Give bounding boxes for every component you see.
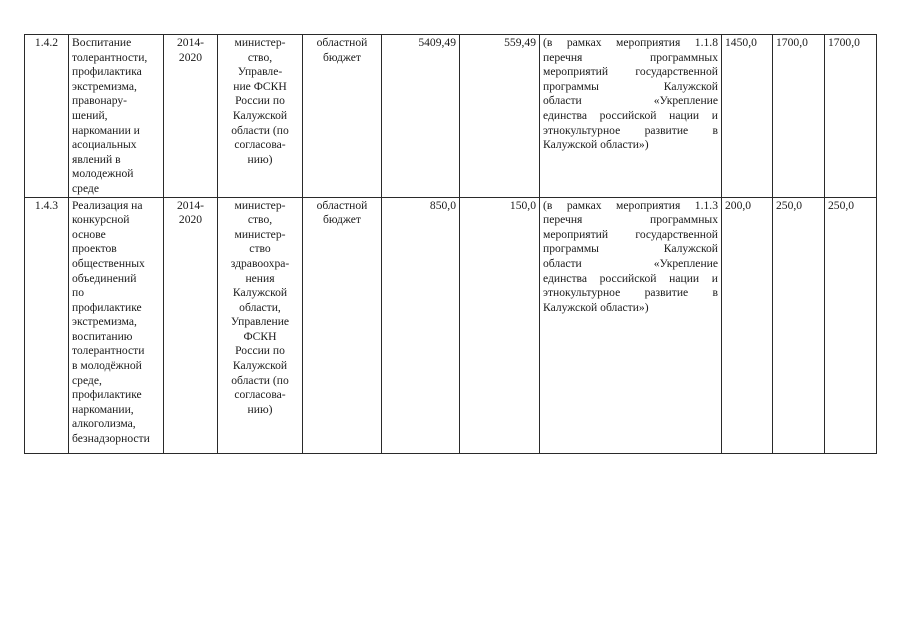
cell-line: правонару- [72, 94, 127, 108]
cell-line: Реализация на [72, 198, 143, 212]
cell-line: мероприятий государственной [543, 65, 718, 79]
cell-line: области (по [231, 123, 289, 137]
cell-line: нию) [247, 402, 273, 416]
executor [218, 197, 303, 453]
cell-line: этнокультурное развитие в [543, 123, 718, 137]
cell-line: области, [239, 300, 281, 314]
total-amount: 5409,49 [382, 35, 460, 198]
cell-line: наркомании и [72, 123, 140, 137]
cell-line: согласова- [234, 388, 286, 402]
cell-line: алкоголизма, [72, 417, 136, 431]
cell-line: явлений в [72, 152, 121, 166]
cell-line: Калужской [232, 108, 288, 122]
cell-line: профилактике [72, 388, 142, 402]
cell-line: толерантности, [72, 50, 148, 64]
cell-line: перечня программных [543, 50, 718, 64]
total-amount: 850,0 [382, 197, 460, 453]
cell-line: областной [316, 198, 368, 212]
cell-line: нию) [247, 152, 273, 166]
cell-line: министер- [234, 198, 286, 212]
cell-line: Калужской области») [543, 138, 649, 152]
amount-2017: 1700,0 [825, 35, 877, 198]
cell-line: Управление [230, 315, 290, 329]
cell-line: толерантности [72, 344, 145, 358]
cell-line: области (по [231, 373, 289, 387]
amount-2015: 200,0 [722, 197, 773, 453]
cell-line: Управле- [237, 65, 283, 79]
cell-line: безнадзорности [72, 432, 150, 446]
cell-line: мероприятий государственной [543, 227, 718, 241]
cell-line: профилактика [72, 65, 142, 79]
cell-line: асоциальных [72, 138, 137, 152]
cell-line: экстремизма, [72, 79, 137, 93]
cell-line: бюджет [323, 213, 361, 227]
amount-2017: 250,0 [825, 197, 877, 453]
amount-2014: 559,49 [460, 35, 540, 198]
cell-line: общественных [72, 256, 145, 270]
note [540, 197, 722, 453]
funding-source [303, 197, 382, 453]
cell-line: ние ФСКН [233, 79, 287, 93]
cell-line: в молодёжной [72, 359, 142, 373]
cell-line: бюджет [323, 50, 361, 64]
cell-line: программы Калужской [543, 242, 718, 256]
cell-line: Воспитание [72, 36, 132, 49]
cell-line: ФСКН [243, 329, 277, 343]
cell-line: экстремизма, [72, 315, 137, 329]
cell-line: 2014- [176, 198, 205, 212]
cell-line: России по [235, 94, 285, 108]
cell-line: области «Укрепление [543, 256, 718, 270]
program-table [24, 34, 877, 454]
cell-line: здравоохра- [230, 256, 290, 270]
cell-line: 2020 [178, 213, 203, 227]
cell-line: 2014- [176, 36, 205, 49]
cell-line: шений, [72, 108, 108, 122]
cell-line: ство, [247, 50, 273, 64]
period [164, 197, 218, 453]
table-row [25, 197, 877, 453]
cell-line: области «Укрепление [543, 94, 718, 108]
cell-line: основе [72, 227, 106, 241]
cell-line: нения [245, 271, 275, 285]
period [164, 35, 218, 198]
cell-line: программы Калужской [543, 79, 718, 93]
cell-line: Калужской [232, 286, 288, 300]
cell-line: Калужской области») [543, 300, 649, 314]
cell-line: министер- [234, 36, 286, 49]
cell-line: профилактике [72, 300, 142, 314]
cell-line: этнокультурное развитие в [543, 286, 718, 300]
note [540, 35, 722, 198]
measure-name [69, 35, 164, 198]
cell-line: наркомании, [72, 402, 134, 416]
cell-line: среде [72, 181, 99, 195]
cell-line: (в рамках мероприятия 1.1.8 [543, 36, 718, 49]
cell-line: среде, [72, 373, 102, 387]
cell-line: молодежной [72, 167, 134, 181]
cell-line: конкурсной [72, 213, 130, 227]
cell-line: согласова- [234, 138, 286, 152]
item-number: 1.4.3 [25, 197, 69, 453]
cell-line: 2020 [178, 50, 203, 64]
cell-line: Калужской [232, 359, 288, 373]
cell-line: единства российской нации и [543, 271, 718, 285]
cell-line: проектов [72, 242, 117, 256]
cell-line: воспитанию [72, 329, 133, 343]
cell-line: по [72, 286, 85, 300]
table-row [25, 35, 877, 198]
cell-line: (в рамках мероприятия 1.1.3 [543, 198, 718, 212]
cell-line: ство [249, 242, 271, 256]
amount-2015: 1450,0 [722, 35, 773, 198]
cell-line: России по [235, 344, 285, 358]
amount-2016: 1700,0 [773, 35, 825, 198]
amount-2016: 250,0 [773, 197, 825, 453]
measure-name [69, 197, 164, 453]
item-number: 1.4.2 [25, 35, 69, 198]
amount-2014: 150,0 [460, 197, 540, 453]
cell-line: министер- [234, 227, 286, 241]
cell-line: единства российской нации и [543, 108, 718, 122]
cell-line: областной [316, 36, 368, 49]
executor [218, 35, 303, 198]
cell-line: перечня программных [543, 213, 718, 227]
cell-line: объединений [72, 271, 137, 285]
funding-source [303, 35, 382, 198]
cell-line: ство, [247, 213, 273, 227]
